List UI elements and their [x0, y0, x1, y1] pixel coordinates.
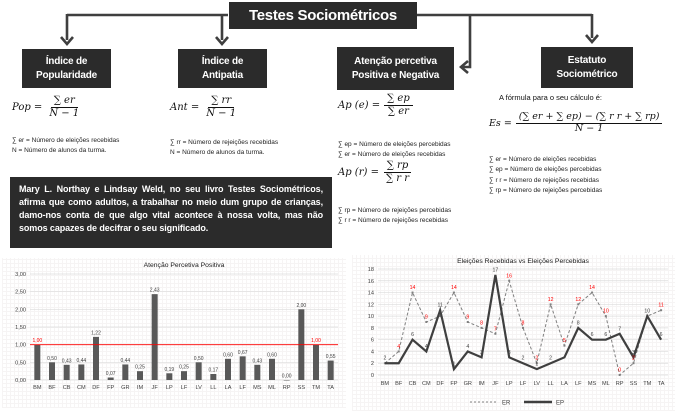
box-atencao-percetiva [337, 47, 454, 90]
svg-text:GR: GR [121, 385, 130, 391]
formula-denominator: N − 1 [206, 107, 237, 119]
svg-text:RP: RP [615, 381, 624, 387]
svg-text:14: 14 [451, 285, 457, 292]
svg-text:2: 2 [535, 355, 539, 362]
svg-text:1: 1 [535, 361, 539, 368]
svg-text:JF: JF [492, 381, 499, 387]
svg-text:BF: BF [48, 385, 56, 391]
formula-lhs: Ap (r) = [338, 166, 379, 178]
svg-text:1: 1 [452, 361, 456, 368]
svg-text:SS: SS [297, 385, 306, 391]
svg-text:0: 0 [370, 373, 374, 379]
definition-line: ∑ er = Número de eleições recebidas [489, 156, 597, 163]
arrowhead-atencao [461, 61, 468, 73]
defs-estatuto [489, 155, 602, 197]
svg-text:LL: LL [210, 385, 217, 391]
svg-text:GR: GR [463, 381, 472, 387]
svg-text:12: 12 [575, 296, 582, 303]
svg-text:0,55: 0,55 [325, 354, 336, 361]
svg-text:3: 3 [632, 349, 635, 356]
svg-text:18: 18 [367, 267, 374, 273]
svg-text:14: 14 [589, 285, 595, 292]
svg-text:BM: BM [380, 381, 390, 387]
formula-lhs: Ap (e) = [338, 99, 381, 111]
svg-text:LL: LL [547, 381, 554, 387]
svg-text:0: 0 [618, 367, 622, 374]
definition-line: ∑ ep = Número de eleições percebidas [489, 166, 602, 174]
svg-text:8: 8 [576, 320, 580, 327]
definition-line: ∑ r r = Número de rejeições recebidas [338, 217, 448, 225]
definition-line: ∑ er = Número de eleições recebidas [12, 137, 120, 144]
svg-text:6: 6 [604, 332, 608, 339]
svg-text:2,00: 2,00 [15, 307, 26, 314]
svg-text:0,00: 0,00 [15, 378, 26, 384]
svg-text:CM: CM [421, 381, 431, 387]
svg-text:11: 11 [658, 302, 664, 309]
svg-text:14: 14 [409, 285, 416, 292]
svg-text:LF: LF [180, 385, 188, 391]
svg-text:6: 6 [590, 332, 594, 339]
svg-text:CM: CM [76, 385, 86, 391]
svg-text:0,17: 0,17 [208, 367, 219, 374]
svg-text:3: 3 [507, 349, 511, 356]
arrowhead-antipatia [216, 37, 228, 44]
svg-text:0,25: 0,25 [135, 364, 145, 371]
box-label-line: Índice de [45, 56, 88, 67]
definition-line: ∑ er = Número de eleições recebidas [338, 151, 446, 159]
svg-text:LP: LP [165, 385, 173, 391]
svg-text:RP: RP [282, 385, 291, 391]
line-chart [352, 255, 675, 411]
box-indice-antipatia [178, 49, 267, 88]
connector-drop-atencao [463, 15, 470, 67]
svg-text:4: 4 [397, 343, 401, 350]
arrowhead-estatuto [586, 35, 598, 42]
svg-text:2: 2 [370, 361, 374, 368]
svg-text:4: 4 [370, 349, 374, 356]
svg-text:ML: ML [268, 385, 276, 391]
box-label-line: Atenção percetiva [354, 56, 437, 67]
svg-text:0,00: 0,00 [281, 373, 292, 380]
svg-text:FP: FP [450, 381, 458, 387]
svg-text:7: 7 [618, 326, 622, 333]
formula-estatuto [489, 112, 662, 135]
formula-ap-r [338, 160, 412, 184]
definition-line: ∑ rp = Número de rejeições percebidas [338, 207, 452, 214]
formula-numerator: ∑ er [51, 95, 78, 108]
box-label-line: Antipatia [202, 69, 243, 81]
svg-text:LP: LP [505, 381, 513, 387]
formula-numerator: ∑ rr [208, 95, 234, 108]
formula-lhs: Pop = [12, 101, 43, 113]
svg-text:LV: LV [533, 381, 541, 387]
svg-text:BF: BF [395, 381, 403, 387]
svg-text:4: 4 [466, 343, 470, 350]
svg-text:12: 12 [367, 302, 374, 309]
svg-text:0,50: 0,50 [15, 360, 26, 367]
definition-line: ∑ r r = Número de rejeições recebidas [489, 176, 599, 184]
svg-text:CB: CB [408, 381, 417, 387]
estatuto-intro-text: A fórmula para o seu cálculo é: [499, 93, 602, 102]
bar-chart [2, 258, 346, 408]
bar-chart-svg [2, 258, 346, 408]
formula-denominator: N − 1 [49, 107, 80, 119]
svg-text:10: 10 [367, 314, 374, 321]
formula-antipatia [170, 95, 239, 119]
svg-text:4: 4 [424, 343, 428, 350]
svg-text:CB: CB [62, 385, 71, 391]
svg-text:MS: MS [587, 381, 597, 387]
formula-fraction [203, 95, 239, 119]
box-label-line: Estatuto [567, 55, 607, 66]
svg-text:Atenção Percetiva Positiva: Atenção Percetiva Positiva [143, 262, 225, 269]
svg-text:2: 2 [521, 355, 525, 362]
svg-text:2,00: 2,00 [296, 302, 307, 309]
formula-denominator: ∑ er [387, 105, 409, 117]
formula-fraction [383, 160, 412, 184]
svg-text:0,44: 0,44 [76, 357, 87, 364]
svg-text:TM: TM [311, 385, 321, 391]
svg-text:ML: ML [601, 381, 610, 387]
svg-text:2: 2 [383, 355, 387, 362]
quote-box: Mary L. Northay e Lindsay Weld, no seu livro Testes Sociométricos, afirma que como adultos, a trabalhar no meio dum grupo de crianças, damo-nos conta de que algo vital acontece à nossa volta, mas não somos capazes de decifrar o seu significado. [10, 177, 332, 248]
svg-text:3: 3 [480, 349, 484, 356]
formula-fraction [46, 95, 82, 119]
svg-text:BM: BM [33, 385, 42, 391]
svg-text:0,50: 0,50 [47, 355, 57, 362]
line-chart-svg [352, 255, 675, 411]
box-label-line: Positiva e Negativa [351, 69, 440, 81]
arrowhead-popularidade [61, 37, 73, 44]
svg-text:1,50: 1,50 [15, 325, 26, 331]
defs-antipatia [170, 138, 278, 159]
definition-line: ∑ rp = Número de rejeições percebidas [489, 187, 603, 195]
svg-text:LV: LV [195, 385, 202, 391]
definition-line: N = Número de alunos da turma. [170, 149, 265, 157]
svg-text:LF: LF [239, 385, 246, 391]
svg-text:16: 16 [506, 273, 513, 280]
box-indice-popularidade [22, 49, 111, 88]
svg-text:TA: TA [657, 381, 665, 387]
svg-text:7: 7 [493, 326, 497, 333]
svg-text:8: 8 [370, 325, 374, 332]
svg-text:0,67: 0,67 [237, 349, 248, 356]
svg-text:16: 16 [367, 278, 374, 285]
svg-text:IM: IM [478, 381, 485, 387]
svg-text:12: 12 [547, 296, 554, 303]
formula-popularidade [12, 95, 82, 119]
svg-text:6: 6 [659, 332, 663, 339]
svg-text:TA: TA [327, 385, 335, 391]
defs-popularidade [12, 136, 119, 157]
formula-fraction [516, 112, 663, 135]
defs-ap-e [338, 140, 451, 161]
svg-text:0,19: 0,19 [164, 366, 175, 373]
svg-text:17: 17 [492, 267, 499, 274]
svg-text:2,50: 2,50 [15, 289, 26, 296]
formula-denominator: N − 1 [574, 122, 604, 134]
svg-text:0,50: 0,50 [193, 355, 204, 362]
svg-text:JF: JF [151, 385, 158, 391]
svg-text:2: 2 [549, 355, 553, 362]
svg-text:11: 11 [437, 302, 443, 309]
svg-text:DF: DF [92, 385, 100, 391]
svg-text:0,60: 0,60 [267, 352, 277, 359]
svg-text:3,00: 3,00 [15, 272, 26, 278]
svg-text:5: 5 [562, 338, 566, 345]
main-title-box [229, 2, 417, 29]
svg-text:0,60: 0,60 [223, 352, 233, 359]
svg-text:EP: EP [556, 400, 565, 407]
svg-text:9: 9 [466, 314, 470, 321]
svg-text:0,43: 0,43 [61, 358, 72, 365]
svg-text:IM: IM [136, 385, 144, 391]
formula-lhs: Ant = [170, 101, 200, 113]
svg-text:8: 8 [480, 320, 484, 327]
svg-text:6: 6 [370, 337, 374, 344]
svg-text:MS: MS [253, 385, 262, 391]
svg-text:0,44: 0,44 [120, 357, 131, 364]
svg-text:LF: LF [519, 381, 527, 387]
formula-ap-e [338, 93, 413, 117]
svg-text:8: 8 [521, 320, 525, 327]
svg-text:ER: ER [502, 400, 511, 407]
formula-numerator: (∑ er + ∑ ep) − (∑ r r + ∑ rp) [516, 112, 663, 124]
svg-text:2: 2 [632, 355, 635, 362]
svg-text:TM: TM [643, 381, 652, 387]
svg-text:FP: FP [107, 385, 115, 391]
svg-text:1,22: 1,22 [91, 330, 101, 337]
main-title: Testes Sociométricos [249, 7, 397, 24]
svg-text:0,43: 0,43 [252, 358, 263, 365]
box-estatuto-sociometrico [541, 47, 633, 88]
svg-text:DF: DF [436, 381, 444, 387]
svg-text:Eleições Recebidas vs Eleições: Eleições Recebidas vs Eleições Percebidas [457, 258, 589, 265]
defs-ap-r [338, 206, 451, 227]
svg-text:9: 9 [424, 314, 428, 321]
svg-text:0,07: 0,07 [105, 371, 116, 378]
svg-text:10: 10 [644, 308, 651, 315]
svg-text:6: 6 [411, 332, 414, 339]
svg-text:10: 10 [602, 308, 609, 315]
formula-denominator: ∑ r r [385, 172, 410, 184]
svg-text:1,00: 1,00 [32, 338, 43, 345]
svg-text:LF: LF [574, 381, 582, 387]
svg-text:2,43: 2,43 [149, 287, 160, 294]
box-label-line: Popularidade [36, 69, 97, 81]
definition-line: ∑ rr = Número de rejeições recebidas [170, 139, 279, 146]
definition-line: ∑ ep = Número de eleições percebidas [338, 141, 451, 148]
formula-fraction [384, 93, 413, 117]
svg-text:1,00: 1,00 [15, 342, 26, 349]
box-label-line: Sociométrico [556, 68, 618, 80]
formula-numerator: ∑ ep [384, 93, 413, 106]
svg-text:LA: LA [224, 385, 232, 391]
svg-text:LA: LA [561, 381, 568, 387]
svg-text:14: 14 [367, 290, 374, 297]
formula-lhs: Es = [489, 117, 512, 129]
svg-text:0,25: 0,25 [179, 364, 189, 371]
formula-numerator: ∑ rp [384, 160, 412, 173]
definition-line: N = Número de alunos da turma. [12, 147, 107, 155]
svg-text:SS: SS [629, 381, 638, 387]
svg-text:1,00: 1,00 [311, 338, 321, 345]
box-label-line: Índice de [201, 56, 244, 67]
